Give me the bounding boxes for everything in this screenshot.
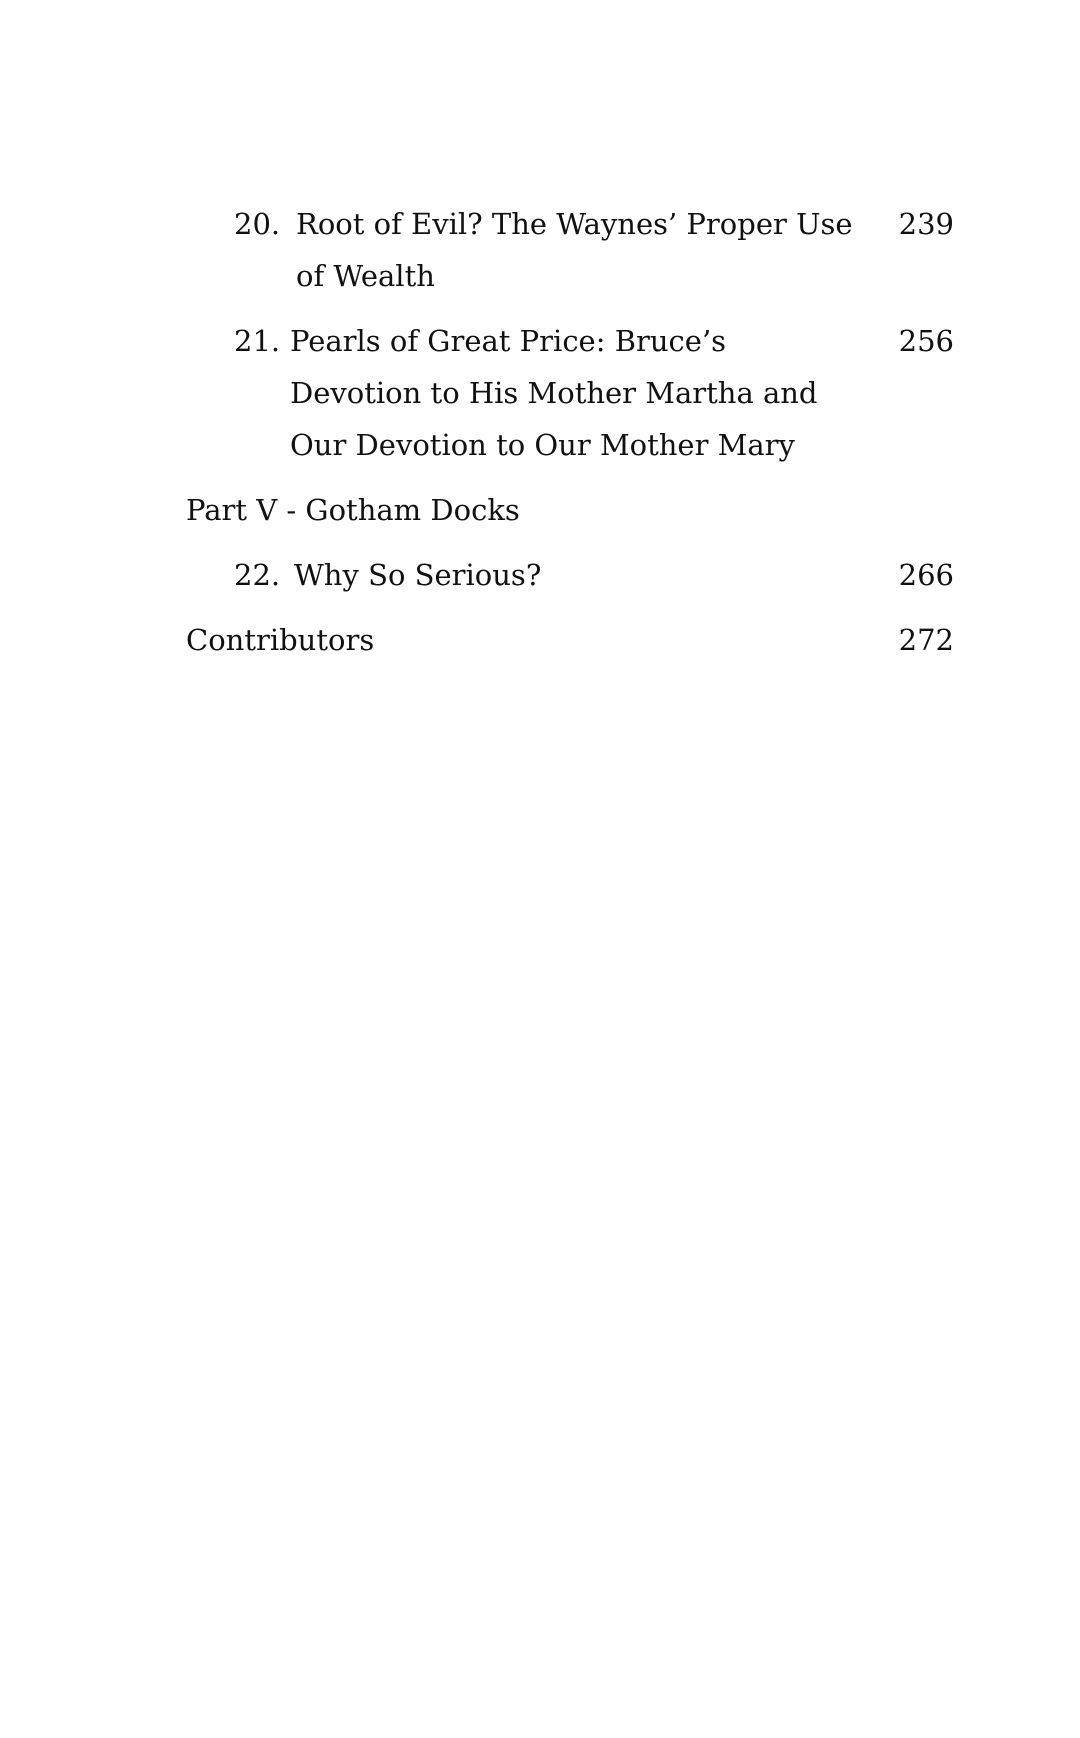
contributors-title: Contributors [186, 623, 375, 657]
page-number: 239 [898, 207, 954, 241]
page-number: 272 [898, 623, 954, 657]
chapter-title: Why So Serious? [294, 558, 542, 592]
toc-entry-contributors[interactable] [0, 614, 1080, 666]
toc-entry-chapter-21[interactable] [0, 315, 1080, 471]
toc-entry-chapter-20[interactable] [0, 198, 1080, 302]
chapter-number: 21. [234, 324, 281, 358]
toc-part-heading[interactable] [0, 484, 1080, 536]
page-number: 266 [898, 558, 954, 592]
chapter-title: Root of Evil? The Waynes’ Proper Use of Wealth [296, 207, 853, 293]
toc-entry-chapter-22[interactable] [0, 549, 1080, 601]
chapter-title: Pearls of Great Price: Bruce’s Devotion to His Mother Martha and Our Devotion to Our Mother Mary [290, 324, 818, 462]
chapter-number: 20. [234, 207, 281, 241]
chapter-number: 22. [234, 558, 281, 592]
page-number: 256 [898, 324, 954, 358]
part-title: Part V - Gotham Docks [186, 493, 520, 527]
